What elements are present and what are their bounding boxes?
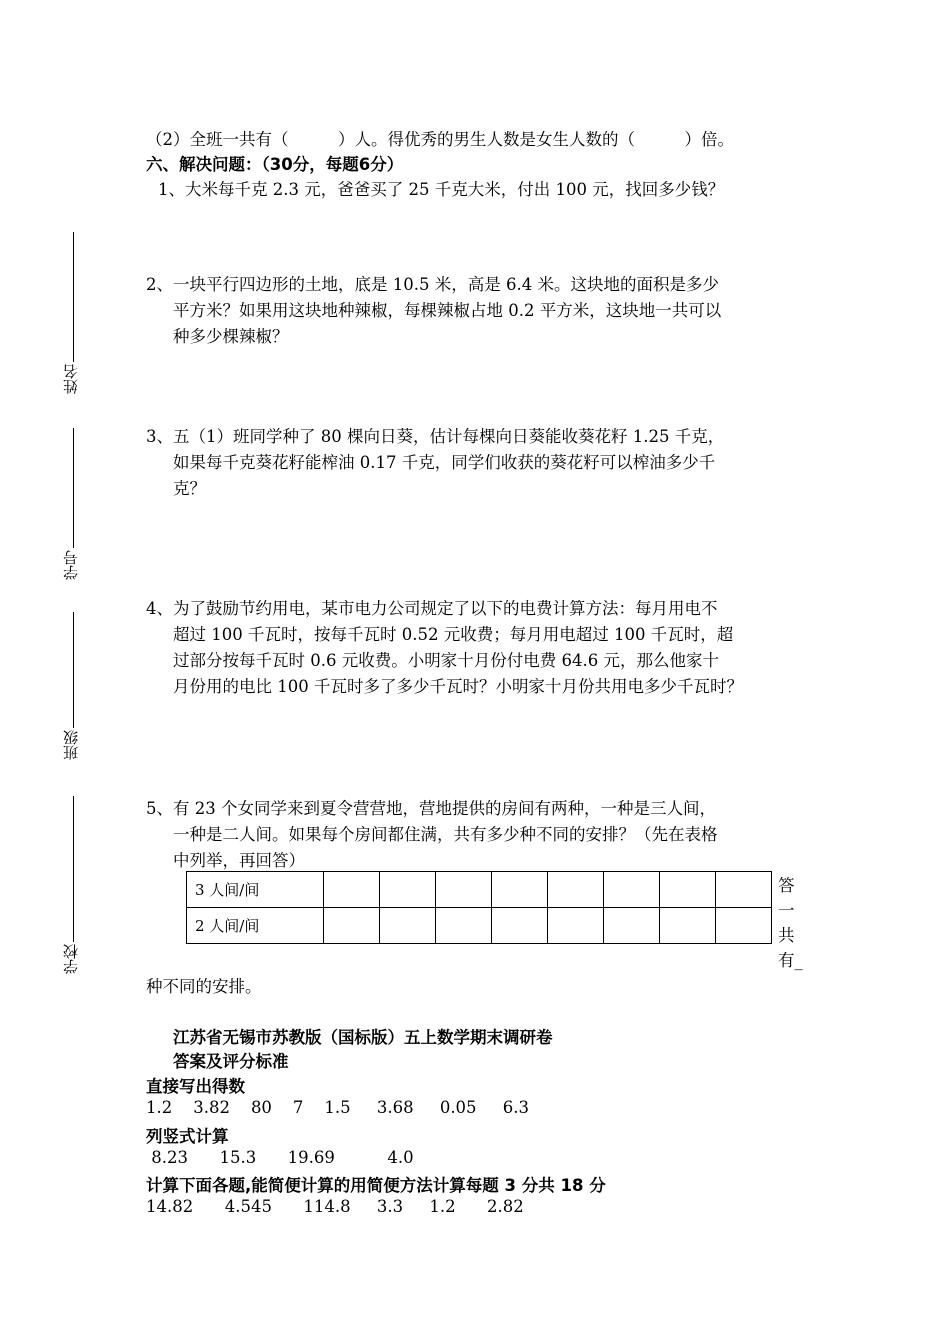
question-2-line-3: 种多少棵辣椒？ [173,327,289,346]
part5-item2: （2）全班一共有（ ）人。得优秀的男生人数是女生人数的（ ）倍。 [146,130,734,149]
answer-heading-3: 计算下面各题,能简便计算的用简便方法计算每题 3 分共 18 分 [146,1176,606,1195]
name-line [73,232,74,362]
table-row [187,908,772,944]
table-cell[interactable] [436,908,492,944]
answer-heading-1: 直接写出得数 [146,1077,245,1096]
side-label-id: 学号 [62,550,80,580]
table-cell[interactable] [324,872,380,908]
question-4 [146,596,826,700]
side-label-name: 姓名 [62,364,80,394]
question-4-line-4: 月份用的电比 100 千瓦时多了多少千瓦时？小明家十月份共用电多少千瓦时？ [173,677,743,696]
answer-char: 有_ [778,951,803,970]
table-cell[interactable] [716,872,772,908]
arrangement-table [186,871,772,944]
question-2-line-1: 2、一块平行四边形的土地，底是 10.5 米，高是 6.4 米。这块地的面积是多少 [146,275,719,294]
table-row [187,872,772,908]
answer-char: 共 [778,926,795,945]
class-line [73,612,74,728]
answer-char: 答 [778,876,795,895]
question-5-line-2: 一种是二人间。如果每个房间都住满，共有多少种不同的安排？（先在表格 [173,825,718,844]
question-2-line-2: 平方米？如果用这块地种辣椒，每棵辣椒占地 0.2 平方米，这块地一共可以 [173,301,722,320]
question-4-line-2: 超过 100 千瓦时，按每千瓦时 0.52 元收费；每月用电超过 100 千瓦时，超 [173,625,734,644]
row-label-2-person: 2 人间/间 [187,908,324,944]
table-cell[interactable] [604,872,660,908]
table-cell[interactable] [660,908,716,944]
question-5 [146,796,826,874]
question-1: 1、大米每千克 2.3 元，爸爸买了 25 千克大米，付出 100 元，找回多少钱？ [158,180,725,199]
question-3 [146,424,826,502]
section6-heading: 六、解决问题：（30分，每题6分） [146,155,404,174]
answer-key-title: 江苏省无锡市苏教版（国标版）五上数学期末调研卷 [173,1028,553,1047]
table-cell[interactable] [436,872,492,908]
answer-char: 一 [778,901,795,920]
answer-values-2: 8.23 15.3 19.69 4.0 [146,1148,414,1167]
answer-tail: 种不同的安排。 [146,977,262,996]
table-cell[interactable] [660,872,716,908]
answer-key-subtitle: 答案及评分标准 [173,1052,289,1071]
answer-heading-2: 列竖式计算 [146,1127,229,1146]
question-5-line-1: 5、有 23 个女同学来到夏令营营地，营地提供的房间有两种，一种是三人间， [146,799,716,818]
table-cell[interactable] [380,908,436,944]
row-label-3-person: 3 人间/间 [187,872,324,908]
table-cell[interactable] [380,872,436,908]
table-cell[interactable] [548,908,604,944]
answer-values-1: 1.2 3.82 80 7 1.5 3.68 0.05 6.3 [146,1098,530,1117]
table-cell[interactable] [492,908,548,944]
table-cell[interactable] [548,872,604,908]
school-line [73,796,74,942]
question-4-line-1: 4、为了鼓励节约用电，某市电力公司规定了以下的电费计算方法：每月用电不 [146,599,718,618]
question-3-line-2: 如果每千克葵花籽能榨油 0.17 千克，同学们收获的葵花籽可以榨油多少千 [173,453,716,472]
question-5-line-3: 中列举，再回答） [173,851,305,870]
answer-values-3: 14.82 4.545 114.8 3.3 1.2 2.82 [146,1197,524,1216]
side-label-school: 学校 [62,944,80,974]
question-4-line-3: 过部分按每千瓦时 0.6 元收费。小明家十月份付电费 64.6 元，那么他家十 [173,651,719,670]
table-cell[interactable] [324,908,380,944]
table-cell[interactable] [604,908,660,944]
side-label-class: 班级 [62,730,80,760]
question-3-line-3: 克？ [173,479,206,498]
answer-vertical-text [778,873,808,973]
question-2 [146,272,826,350]
id-line [73,428,74,548]
table-cell[interactable] [492,872,548,908]
question-3-line-1: 3、五（1）班同学种了 80 棵向日葵，估计每棵向日葵能收葵花籽 1.25 千克， [146,427,725,446]
table-cell[interactable] [716,908,772,944]
